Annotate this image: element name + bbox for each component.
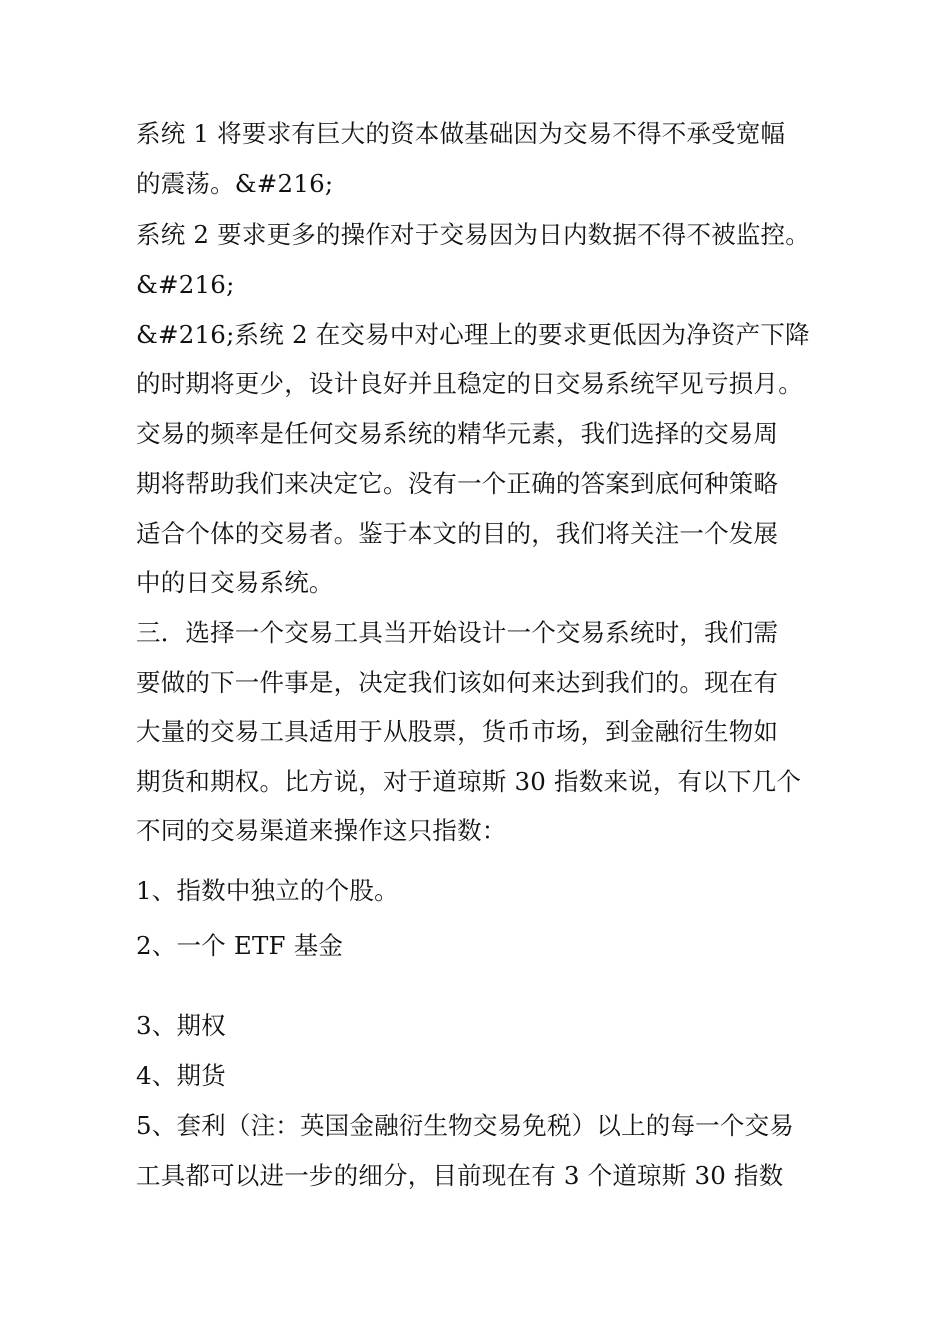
text-line: 中的日交易系统。 [136, 568, 334, 597]
text-line: 的震荡。&#216; [136, 169, 334, 198]
text-line: 要做的下一件事是，决定我们该如何来达到我们的。现在有 [136, 668, 779, 697]
text-line: 大量的交易工具适用于从股票，货币市场，到金融衍生物如 [136, 717, 779, 746]
text-line: &#216;系统 2 在交易中对心理上的要求更低因为净资产下降 [136, 320, 810, 349]
text-line: 适合个体的交易者。鉴于本文的目的，我们将关注一个发展 [136, 519, 779, 548]
text-line: 系统 1 将要求有巨大的资本做基础因为交易不得不承受宽幅 [136, 119, 786, 148]
section-heading: 三．选择一个交易工具当开始设计一个交易系统时，我们需 [136, 618, 779, 647]
text-line: &#216; [136, 270, 235, 299]
list-item: 2、一个 ETF 基金 [136, 931, 344, 960]
list-item: 5、套利（注：英国金融衍生物交易免税）以上的每一个交易 [136, 1111, 794, 1140]
text-line: 期货和期权。比方说，对于道琼斯 30 指数来说，有以下几个 [136, 767, 802, 796]
list-item: 1、指数中独立的个股。 [136, 876, 399, 905]
list-item: 4、期货 [136, 1061, 226, 1090]
text-line: 工具都可以进一步的细分，目前现在有 3 个道琼斯 30 指数 [136, 1161, 784, 1190]
text-line: 不同的交易渠道来操作这只指数： [136, 816, 507, 845]
text-line: 交易的频率是任何交易系统的精华元素，我们选择的交易周 [136, 419, 779, 448]
text-line: 期将帮助我们来决定它。没有一个正确的答案到底何种策略 [136, 469, 779, 498]
text-line: 的时期将更少，设计良好并且稳定的日交易系统罕见亏损月。 [136, 369, 803, 398]
list-item: 3、期权 [136, 1011, 226, 1040]
text-line: 系统 2 要求更多的操作对于交易因为日内数据不得不被监控。 [136, 220, 810, 249]
